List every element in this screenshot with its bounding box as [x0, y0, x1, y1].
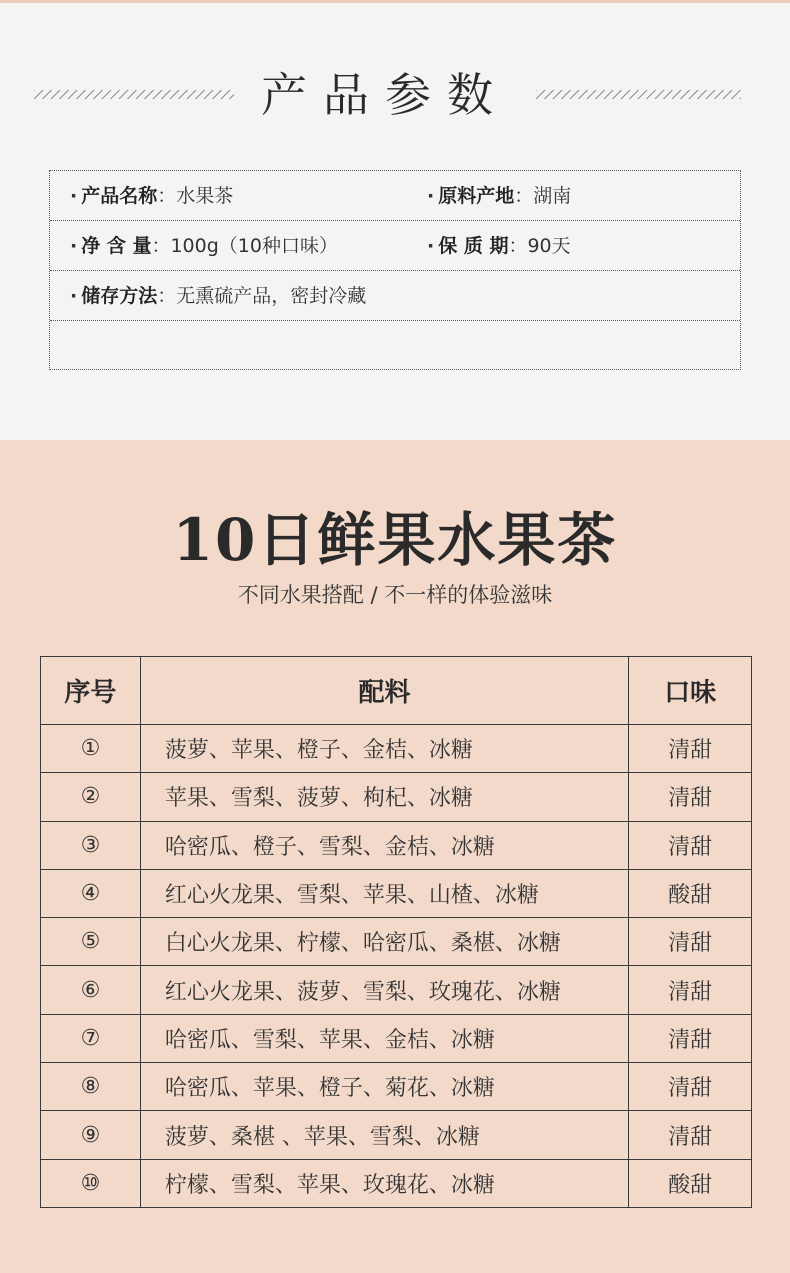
param-key: 保 质 期 — [438, 235, 509, 257]
params-title: 产品参数 — [261, 68, 509, 122]
params-row-2 — [50, 221, 740, 271]
param-key: 产品名称 — [81, 185, 158, 207]
row-number: ⑨ — [41, 1111, 141, 1159]
row-number: ④ — [41, 869, 141, 917]
table-row — [41, 1063, 752, 1111]
row-ingredients: 哈密瓜、苹果、橙子、菊花、冰糖 — [140, 1063, 628, 1111]
row-taste: 清甜 — [629, 821, 752, 869]
param-key: 净 含 量 — [81, 235, 152, 257]
row-number: ② — [41, 773, 141, 821]
table-header-row — [41, 657, 752, 725]
param-net-weight: · 净 含 量：100g（10种口味） — [70, 235, 338, 257]
param-value: 100g（10种口味） — [170, 235, 338, 257]
flavors-subtitle: 不同水果搭配 / 不一样的体验滋味 — [237, 583, 553, 607]
table-row — [41, 1159, 752, 1207]
product-params-section — [0, 0, 790, 440]
row-ingredients: 菠萝、桑椹 、苹果、雪梨、冰糖 — [140, 1111, 628, 1159]
row-taste: 清甜 — [629, 1111, 752, 1159]
row-ingredients: 白心火龙果、柠檬、哈密瓜、桑椹、冰糖 — [140, 918, 628, 966]
flavors-table — [40, 656, 752, 1208]
row-ingredients: 哈密瓜、雪梨、苹果、金桔、冰糖 — [140, 1014, 628, 1062]
table-row — [41, 773, 752, 821]
flavors-section — [0, 440, 790, 1273]
params-box — [49, 170, 741, 370]
row-number: ⑩ — [41, 1159, 141, 1207]
row-ingredients: 苹果、雪梨、菠萝、枸杞、冰糖 — [140, 773, 628, 821]
row-taste: 清甜 — [629, 918, 752, 966]
row-number: ① — [41, 725, 141, 773]
header-number: 序号 — [41, 657, 141, 725]
table-row — [41, 1111, 752, 1159]
row-ingredients: 哈密瓜、橙子、雪梨、金桔、冰糖 — [140, 821, 628, 869]
table-row — [41, 966, 752, 1014]
row-taste: 酸甜 — [629, 1159, 752, 1207]
row-taste: 清甜 — [629, 725, 752, 773]
param-value: 湖南 — [533, 185, 572, 207]
param-key: 储存方法 — [81, 285, 158, 307]
table-row — [41, 821, 752, 869]
header-taste: 口味 — [629, 657, 752, 725]
param-storage: · 储存方法：无熏硫产品，密封冷藏 — [70, 285, 367, 307]
right-hatch-divider — [536, 90, 741, 99]
params-row-1 — [50, 171, 740, 221]
row-number: ⑤ — [41, 918, 141, 966]
flavors-title: 10日鲜果水果茶 — [172, 506, 618, 574]
table-row — [41, 869, 752, 917]
row-number: ⑦ — [41, 1014, 141, 1062]
row-taste: 酸甜 — [629, 869, 752, 917]
table-row — [41, 725, 752, 773]
row-ingredients: 柠檬、雪梨、苹果、玫瑰花、冰糖 — [140, 1159, 628, 1207]
param-product-name: · 产品名称：水果茶 — [70, 185, 234, 207]
row-ingredients: 红心火龙果、菠萝、雪梨、玫瑰花、冰糖 — [140, 966, 628, 1014]
row-ingredients: 红心火龙果、雪梨、苹果、山楂、冰糖 — [140, 869, 628, 917]
param-shelf-life: · 保 质 期：90天 — [427, 235, 571, 257]
param-origin: · 原料产地：湖南 — [427, 185, 572, 207]
row-taste: 清甜 — [629, 1014, 752, 1062]
row-number: ⑥ — [41, 966, 141, 1014]
params-title-row — [0, 60, 790, 130]
params-row-3 — [50, 271, 740, 321]
row-taste: 清甜 — [629, 773, 752, 821]
param-value: 水果茶 — [176, 185, 234, 207]
param-value: 无熏硫产品，密封冷藏 — [176, 285, 367, 307]
header-ingredients: 配料 — [140, 657, 628, 725]
row-number: ⑧ — [41, 1063, 141, 1111]
table-row — [41, 918, 752, 966]
params-row-empty — [50, 321, 740, 371]
row-number: ③ — [41, 821, 141, 869]
table-row — [41, 1014, 752, 1062]
row-taste: 清甜 — [629, 1063, 752, 1111]
top-accent-rule — [0, 0, 790, 3]
row-taste: 清甜 — [629, 966, 752, 1014]
row-ingredients: 菠萝、苹果、橙子、金桔、冰糖 — [140, 725, 628, 773]
left-hatch-divider — [34, 90, 234, 99]
param-value: 90天 — [527, 235, 571, 257]
param-key: 原料产地 — [438, 185, 515, 207]
